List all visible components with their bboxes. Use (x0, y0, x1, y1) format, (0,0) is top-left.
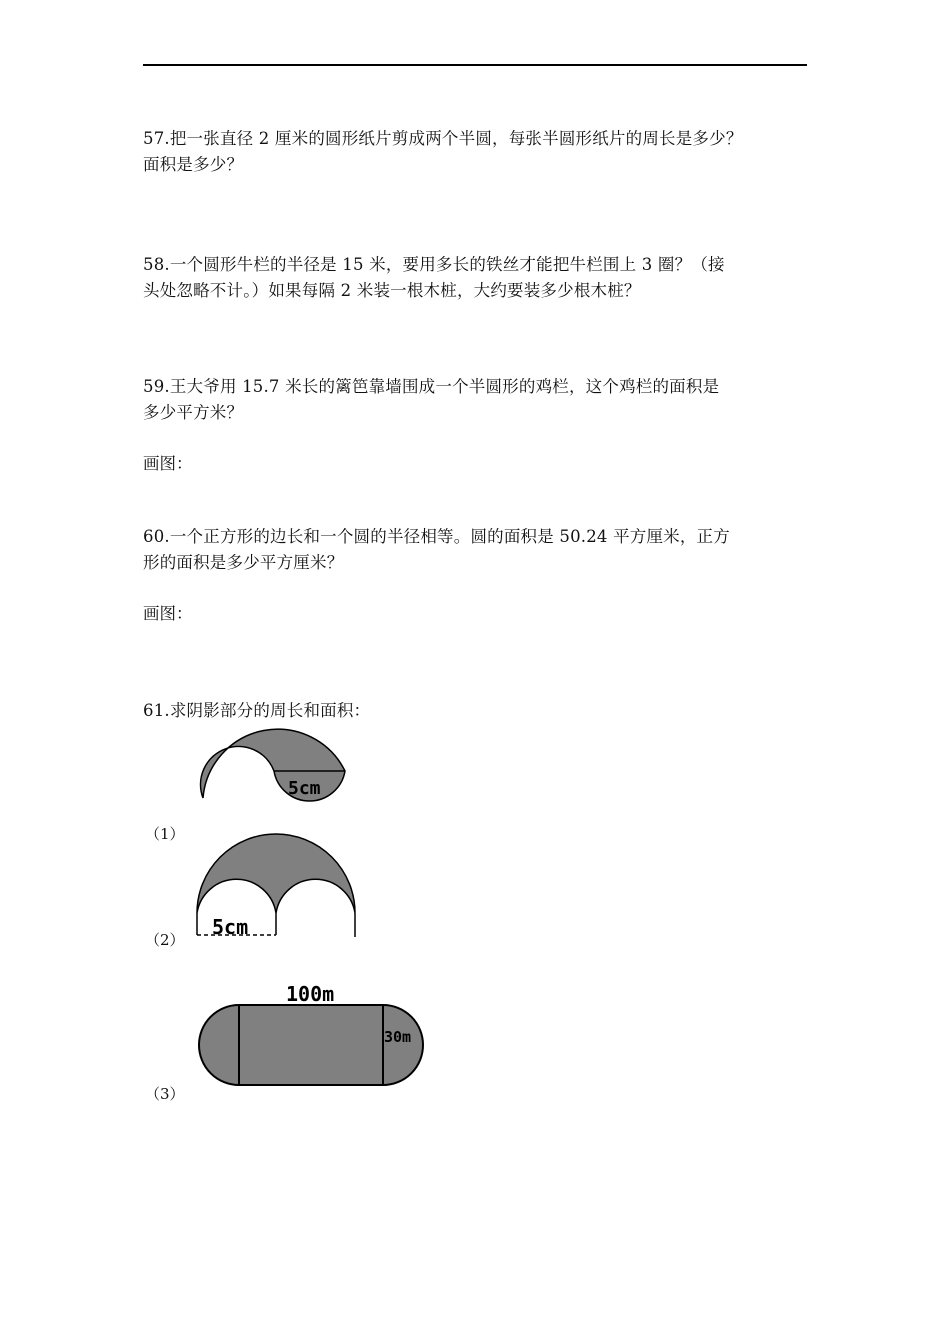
figure-3-width: 30m (384, 1028, 412, 1046)
question-text: 一个正方形的边长和一个圆的半径相等。圆的面积是 50.24 平方厘米，正方 (169, 527, 730, 546)
draw-label-60: 画图： (143, 604, 193, 623)
question-text: 求阴影部分的周长和面积： (169, 701, 371, 720)
question-number: 59. (143, 377, 170, 396)
question-text-cont: 多少平方米？ (143, 403, 244, 422)
figure-2-dimension: 5cm (212, 915, 249, 939)
question-text-cont: 形的面积是多少平方厘米？ (143, 553, 344, 572)
question-number: 58. (143, 255, 170, 274)
question-text: 把一张直径 2 厘米的圆形纸片剪成两个半圆，每张半圆形纸片的周长是多少？ (169, 129, 743, 148)
question-number: 60. (143, 527, 170, 546)
figure-1-label: （1） (145, 825, 185, 843)
question-text-cont: 面积是多少？ (143, 155, 244, 174)
question-text-cont: 头处忽略不计。）如果每隔 2 米装一根木桩，大约要装多少根木桩？ (143, 281, 641, 300)
figure-1-dimension: 5cm (288, 778, 321, 799)
question-text: 王大爷用 15.7 米长的篱笆靠墙围成一个半圆形的鸡栏，这个鸡栏的面积是 (169, 377, 720, 396)
figure-3-length: 100m (286, 982, 335, 1006)
question-number: 57. (143, 129, 170, 148)
draw-label-59: 画图： (143, 454, 193, 473)
figure-3-label: （3） (145, 1085, 185, 1103)
question-number: 61. (143, 701, 170, 720)
question-text: 一个圆形牛栏的半径是 15 米，要用多长的铁丝才能把牛栏围上 3 圈？（接 (169, 255, 725, 274)
figure-2-label: （2） (145, 931, 185, 949)
